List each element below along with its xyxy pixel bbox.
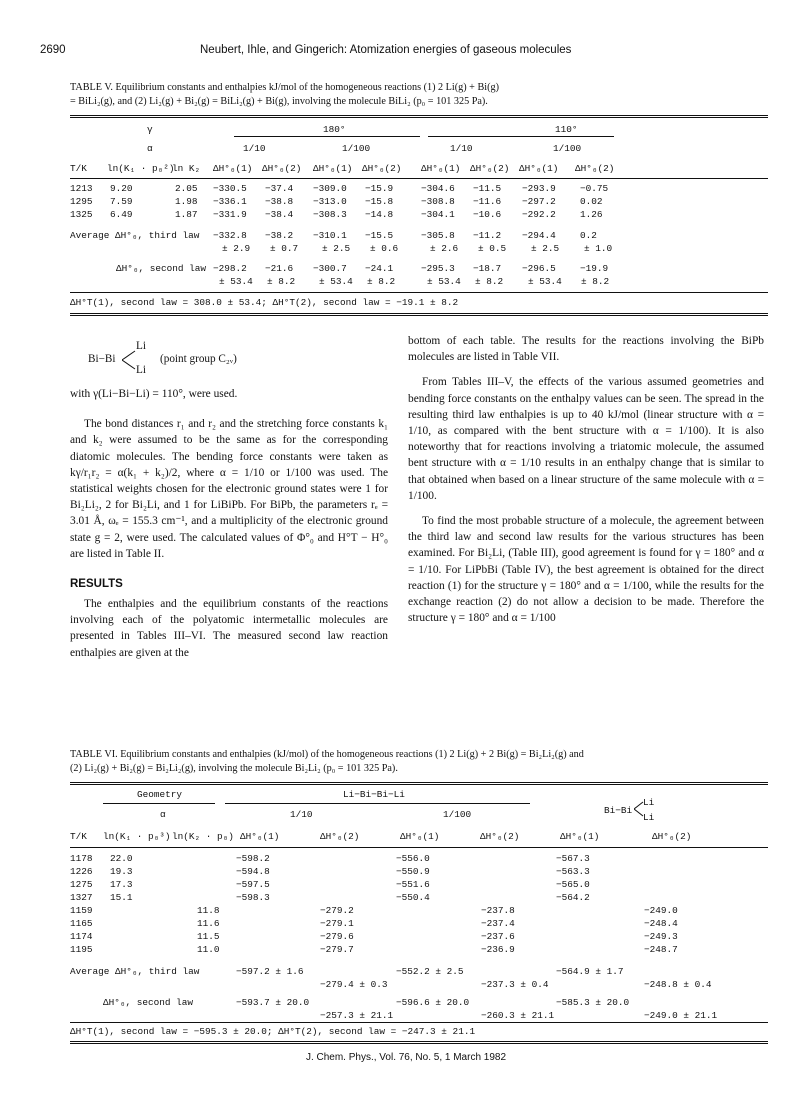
table-cell: 1.26: [580, 209, 603, 220]
table-cell: −279.7: [320, 944, 354, 955]
table-cell: 1325: [70, 209, 93, 220]
table-cell: 7.59: [110, 196, 133, 207]
table-cell: 11.5: [197, 931, 220, 942]
table-cell: −292.2: [522, 209, 556, 220]
col-header: ΔH°₀(2): [652, 831, 692, 842]
table-cell: 6.49: [110, 209, 133, 220]
alpha-value: 1/10: [243, 143, 266, 154]
third-law-error: ± 0.6: [370, 243, 399, 254]
col-header: ΔH°₀(1): [400, 831, 440, 842]
alpha-label: α: [160, 809, 166, 820]
right-column: [408, 333, 764, 626]
second-law-error: ± 8.2: [267, 276, 296, 287]
third-law-value: −552.2 ± 2.5: [396, 966, 464, 977]
table-cell: −11.5: [473, 183, 502, 194]
table-cell: −37.4: [265, 183, 294, 194]
table-v-footnote: ΔH°T(1), second law = 308.0 ± 53.4; ΔH°T(2), second law = −19.1 ± 8.2: [70, 297, 459, 308]
table-cell: 1226: [70, 866, 93, 877]
header-110: 110°: [555, 124, 578, 135]
third-law-error: ± 2.9: [222, 243, 251, 254]
table-cell: −563.3: [556, 866, 590, 877]
table-cell: −38.8: [265, 196, 294, 207]
third-law-value: −38.2: [265, 230, 294, 241]
table-cell: 1178: [70, 853, 93, 864]
table-cell: −293.9: [522, 183, 556, 194]
col-header: ΔH°₀(1): [421, 163, 461, 174]
table-cell: 2.05: [175, 183, 198, 194]
third-law-value: 0.2: [580, 230, 597, 241]
third-law-value: −305.8: [421, 230, 455, 241]
table-cell: −14.8: [365, 209, 394, 220]
second-law-error: ± 53.4: [219, 276, 253, 287]
table-cell: −567.3: [556, 853, 590, 864]
gamma-line: with γ(Li−Bi−Li) = 110°, were used.: [70, 388, 238, 400]
rule: [70, 178, 768, 179]
col-header: ln(K₁ · p₀³): [103, 831, 171, 842]
table-cell: −550.4: [396, 892, 430, 903]
third-law-value: −248.8 ± 0.4: [644, 979, 712, 990]
alpha-label: α: [147, 143, 153, 154]
third-law-value: −310.1: [313, 230, 347, 241]
table-cell: 15.1: [110, 892, 133, 903]
second-law-value: −298.2: [213, 263, 247, 274]
col-header: ΔH°₀(1): [519, 163, 559, 174]
third-law-value: −294.4: [522, 230, 556, 241]
bent-structure-formula: Bi−Bi Li Li (point group C₂ᵥ): [88, 340, 237, 376]
col-header: ln(K₁ · p₀²): [107, 163, 175, 174]
table-cell: −249.0: [644, 905, 678, 916]
table-cell: −237.8: [481, 905, 515, 916]
table-cell: −15.9: [365, 183, 394, 194]
rule: [70, 782, 768, 785]
table-cell: −249.3: [644, 931, 678, 942]
table-cell: −0.75: [580, 183, 609, 194]
table-cell: −304.1: [421, 209, 455, 220]
col-header: ΔH°₀(1): [240, 831, 280, 842]
table-cell: −10.6: [473, 209, 502, 220]
table-cell: −564.2: [556, 892, 590, 903]
linear-structure: Li−Bi−Bi−Li: [343, 789, 405, 800]
col-header: ln(K₂ · p₀): [172, 831, 234, 842]
col-header: ΔH°₀(2): [362, 163, 402, 174]
paragraph: To find the most probable structure of a molecule, the agreement between the third law and second law results for the various structures has been examined. For Bi₂Li, (Table III), good agreement is found for γ = 180° and α = 1/10. For LiPbBi (Table IV), the best agreement is obtained for the direct reaction (1) for the structure γ = 180° and α = 1/100, while the results for the exchange reaction (2) do not allow a decision to be made. Therefore the structure γ = 180° and α = 1/100: [408, 515, 764, 625]
table-cell: −248.7: [644, 944, 678, 955]
table-cell: −308.3: [313, 209, 347, 220]
alpha-value: 1/100: [342, 143, 371, 154]
col-header: ΔH°₀(2): [262, 163, 302, 174]
table-cell: −297.2: [522, 196, 556, 207]
table-cell: −279.6: [320, 931, 354, 942]
table-cell: −309.0: [313, 183, 347, 194]
second-law-error: ± 53.4: [427, 276, 461, 287]
table-cell: 19.3: [110, 866, 133, 877]
table-cell: −279.2: [320, 905, 354, 916]
rule: [70, 292, 768, 293]
bent-li: Li: [643, 797, 655, 808]
table-cell: 1159: [70, 905, 93, 916]
table-cell: −237.4: [481, 918, 515, 929]
table-cell: 9.20: [110, 183, 133, 194]
second-law-label: ΔH°₀, second law: [103, 997, 194, 1008]
rule: [70, 115, 768, 118]
third-law-error: ± 2.5: [531, 243, 560, 254]
table-cell: 1327: [70, 892, 93, 903]
second-law-error: ± 53.4: [319, 276, 353, 287]
table-cell: 1174: [70, 931, 93, 942]
bent-li: Li: [643, 812, 655, 823]
rule: [234, 136, 420, 137]
col-header: ΔH°₀(2): [470, 163, 510, 174]
geometry-label: Geometry: [137, 789, 183, 800]
third-law-error: ± 2.6: [430, 243, 459, 254]
table-cell: −11.6: [473, 196, 502, 207]
bent-bi: Bi−Bi: [604, 805, 633, 816]
gamma-label: γ: [147, 124, 153, 135]
table-cell: −550.9: [396, 866, 430, 877]
paragraph: The enthalpies and the equilibrium constants of the reactions involving each of the polyatomic intermetallic molecules are presented in Tables III–VI. The measured second law reaction enthalpies are given at the: [70, 598, 388, 659]
third-law-value: −15.5: [365, 230, 394, 241]
second-law-error: ± 8.2: [367, 276, 396, 287]
third-law-error: ± 1.0: [584, 243, 613, 254]
third-law-value: −564.9 ± 1.7: [556, 966, 624, 977]
table-cell: −38.4: [265, 209, 294, 220]
table-cell: 1.98: [175, 196, 198, 207]
section-heading: RESULTS: [70, 578, 123, 591]
alpha-value: 1/10: [290, 809, 313, 820]
table-vi-caption: TABLE VI. Equilibrium constants and enthalpies (kJ/mol) of the homogeneous reactions (1) 2 Li(g) + 2 Bi(g) = Bi₂Li₂(g) and (2) Li₂(g) + Bi₂(g) = Bi₂Li₂(g), involving the molecule Bi₂Li₂ (p₀ = 101 325 Pa).: [70, 749, 584, 774]
second-law-value: −257.3 ± 21.1: [320, 1010, 394, 1021]
table-cell: −15.8: [365, 196, 394, 207]
second-law-value: −24.1: [365, 263, 394, 274]
second-law-value: −300.7: [313, 263, 347, 274]
col-header: ΔH°₀(1): [560, 831, 600, 842]
third-law-label: Average ΔH°₀, third law: [70, 966, 200, 977]
table-cell: −304.6: [421, 183, 455, 194]
table-cell: −597.5: [236, 879, 270, 890]
table-cell: 1165: [70, 918, 93, 929]
rule: [70, 1041, 768, 1044]
table-cell: −594.8: [236, 866, 270, 877]
second-law-label: ΔH°₀, second law: [116, 263, 207, 274]
third-law-error: ± 0.5: [478, 243, 507, 254]
alpha-value: 1/100: [553, 143, 582, 154]
table-cell: 22.0: [110, 853, 133, 864]
second-law-value: −296.5: [522, 263, 556, 274]
table-cell: 1213: [70, 183, 93, 194]
left-column: [70, 340, 388, 661]
second-law-value: −249.0 ± 21.1: [644, 1010, 718, 1021]
second-law-value: −593.7 ± 20.0: [236, 997, 310, 1008]
journal-footer: J. Chem. Phys., Vol. 76, No. 5, 1 March 1982: [305, 1052, 507, 1063]
second-law-value: −295.3: [421, 263, 455, 274]
rule: [70, 1022, 768, 1023]
second-law-value: −18.7: [473, 263, 502, 274]
table-cell: 1275: [70, 879, 93, 890]
col-header: ΔH°₀(1): [213, 163, 253, 174]
second-law-value: −596.6 ± 20.0: [396, 997, 470, 1008]
table-cell: −565.0: [556, 879, 590, 890]
col-header: ΔH°₀(1): [313, 163, 353, 174]
rule: [103, 803, 215, 804]
second-law-value: −585.3 ± 20.0: [556, 997, 630, 1008]
page-number: 2690: [40, 44, 66, 56]
table-cell: −279.1: [320, 918, 354, 929]
table-cell: −236.9: [481, 944, 515, 955]
col-header: ΔH°₀(2): [320, 831, 360, 842]
third-law-value: −279.4 ± 0.3: [320, 979, 388, 990]
table-cell: 11.0: [197, 944, 220, 955]
second-law-value: −21.6: [265, 263, 294, 274]
table-cell: −330.5: [213, 183, 247, 194]
table-cell: 1195: [70, 944, 93, 955]
paragraph: The bond distances r₁ and r₂ and the stretching force constants k₁ and k₂ were assumed to be the same as for the corresponding diatomic molecules. The bending force constants were taken as kγ/r₁r₂ = α(k₁ + k₂)/2, where α = 1/10 or 1/100 was used. The statistical weights chosen for the electronic ground states were 1 for Bi₂Li₂, 2 for Bi₂Li, and 1 for LiBiPb. For BiPb, the parameters rₑ = 3.01 Å, ωₑ = 155.3 cm⁻¹, and a multiplicity of the electronic ground state g = 2, were used. The calculated values of Φ°₀ and H°T − H°₀ are listed in Table II.: [70, 418, 388, 560]
table-vi-footnote: ΔH°T(1), second law = −595.3 ± 20.0; ΔH°T(2), second law = −247.3 ± 21.1: [70, 1026, 476, 1037]
table-cell: −331.9: [213, 209, 247, 220]
col-header: ΔH°₀(2): [480, 831, 520, 842]
table-cell: −551.6: [396, 879, 430, 890]
running-title: Neubert, Ihle, and Gingerich: Atomization energies of gaseous molecules: [200, 44, 572, 56]
second-law-error: ± 8.2: [581, 276, 610, 287]
table-cell: 11.8: [197, 905, 220, 916]
paragraph: bottom of each table. The results for the reactions involving the BiPb molecules are listed in Table VII.: [408, 335, 764, 364]
table-cell: −313.0: [313, 196, 347, 207]
third-law-value: −237.3 ± 0.4: [481, 979, 549, 990]
table-cell: 1.87: [175, 209, 198, 220]
rule: [428, 136, 614, 137]
second-law-value: −19.9: [580, 263, 609, 274]
col-header: ΔH°₀(2): [575, 163, 615, 174]
third-law-value: −332.8: [213, 230, 247, 241]
col-header: ln K₂: [172, 163, 201, 174]
rule: [70, 313, 768, 316]
table-cell: −248.4: [644, 918, 678, 929]
third-law-error: ± 0.7: [270, 243, 299, 254]
header-180: 180°: [323, 124, 346, 135]
table-cell: −598.3: [236, 892, 270, 903]
table-cell: −308.8: [421, 196, 455, 207]
alpha-value: 1/10: [450, 143, 473, 154]
second-law-error: ± 53.4: [528, 276, 562, 287]
col-header: T/K: [70, 831, 87, 842]
table-cell: −237.6: [481, 931, 515, 942]
second-law-error: ± 8.2: [475, 276, 504, 287]
bent-bond-icon: [122, 344, 136, 376]
second-law-value: −260.3 ± 21.1: [481, 1010, 555, 1021]
table-cell: 0.02: [580, 196, 603, 207]
col-header: T/K: [70, 163, 87, 174]
table-cell: 1295: [70, 196, 93, 207]
table-cell: 11.6: [197, 918, 220, 929]
third-law-label: Average ΔH°₀, third law: [70, 230, 200, 241]
rule: [70, 847, 768, 848]
table-v-caption: TABLE V. Equilibrium constants and enthalpies kJ/mol of the homogeneous reactions (1) 2 Li(g) + Bi(g) = BiLi₂(g), and (2) Li₂(g) + Bi₂(g) = BiLi₂(g) + Bi(g), involving the molecule BiLi₂ (p₀ = 101 325 Pa).: [70, 82, 499, 107]
third-law-value: −11.2: [473, 230, 502, 241]
third-law-error: ± 2.5: [322, 243, 351, 254]
rule: [225, 803, 530, 804]
paragraph: From Tables III–V, the effects of the various assumed geometries and bending force constants on the enthalpy values can be seen. The spread in the resulting third law enthalpies is up to 40 kJ/mol (linear structure with α = 1/10, as compared with the bent structure with α = 1/100). It is also noteworthy that for reactions involving a triatomic molecule, the assumed bent structure with α = 1/10 results in an enthalpy change that is similar to that obtained when based on a linear structure of the same molecule with α = 1/100.: [408, 376, 764, 502]
alpha-value: 1/100: [443, 809, 472, 820]
third-law-value: −597.2 ± 1.6: [236, 966, 304, 977]
table-cell: −336.1: [213, 196, 247, 207]
table-cell: 17.3: [110, 879, 133, 890]
table-cell: −556.0: [396, 853, 430, 864]
table-cell: −598.2: [236, 853, 270, 864]
